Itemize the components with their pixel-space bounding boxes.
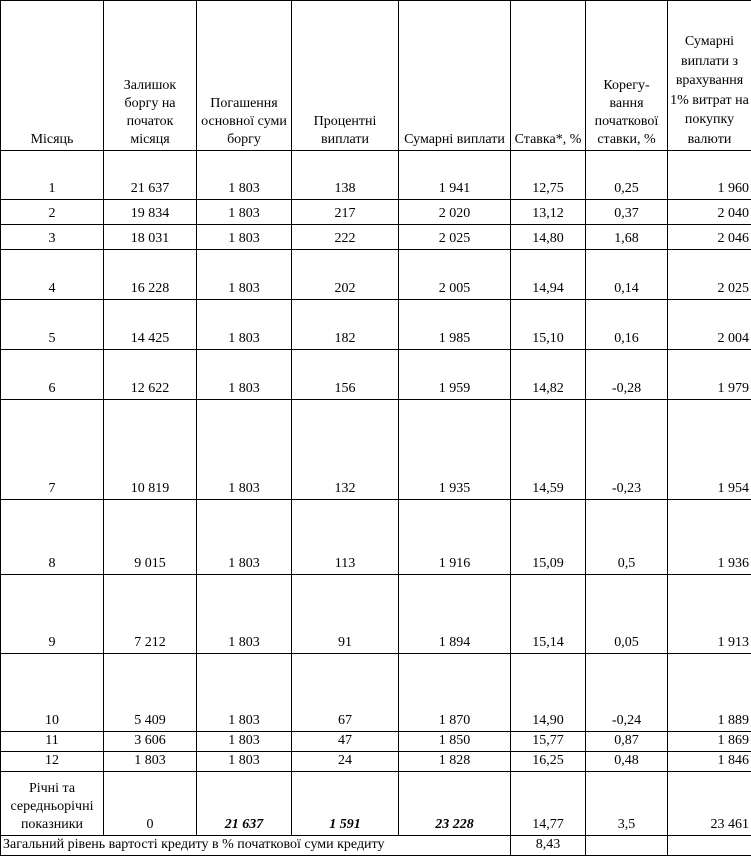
- total-cell: 2 020: [399, 200, 511, 225]
- total-cell: 1 959: [399, 350, 511, 400]
- month-cell: 6: [1, 350, 104, 400]
- rate-cell: 14,90: [511, 654, 586, 732]
- total-with-fx-cell: 1 960: [668, 151, 751, 200]
- table-row: [1, 752, 751, 772]
- total-cell: 1 941: [399, 151, 511, 200]
- total-cell: 1 935: [399, 400, 511, 500]
- total-cell: 1 894: [399, 575, 511, 654]
- interest-cell: 132: [292, 400, 399, 500]
- total-cell: 2 005: [399, 250, 511, 300]
- header-total-payments: Сумарні виплати: [399, 1, 511, 151]
- totals-label: Річні та середньорічні показники: [1, 772, 104, 836]
- debt-balance-cell: 16 228: [104, 250, 197, 300]
- table-row: [1, 151, 751, 200]
- debt-balance-cell: 12 622: [104, 350, 197, 400]
- rate-cell: 14,59: [511, 400, 586, 500]
- table-row: [1, 300, 751, 350]
- header-row: [1, 1, 751, 151]
- total-cell: 2 025: [399, 225, 511, 250]
- total-with-fx-cell: 1 913: [668, 575, 751, 654]
- table-row: [1, 250, 751, 300]
- adjustment-cell: -0,28: [586, 350, 668, 400]
- debt-balance-cell: 7 212: [104, 575, 197, 654]
- rate-cell: 15,10: [511, 300, 586, 350]
- debt-balance-cell: 14 425: [104, 300, 197, 350]
- totals-principal: 21 637: [197, 772, 292, 836]
- rate-cell: 15,09: [511, 500, 586, 575]
- month-cell: 7: [1, 400, 104, 500]
- principal-cell: 1 803: [197, 752, 292, 772]
- adjustment-cell: -0,23: [586, 400, 668, 500]
- header-total-with-fx-cost: Сумарні виплати з врахування 1% витрат на покупку валюти: [668, 1, 751, 151]
- total-cell: 1 850: [399, 732, 511, 752]
- month-cell: 10: [1, 654, 104, 732]
- total-cell: 1 985: [399, 300, 511, 350]
- totals-rate: 14,77: [511, 772, 586, 836]
- header-debt-balance: Залишок боргу на початок місяця: [104, 1, 197, 151]
- total-with-fx-cell: 2 004: [668, 300, 751, 350]
- adjustment-cell: 0,5: [586, 500, 668, 575]
- total-with-fx-cell: 1 979: [668, 350, 751, 400]
- table-row: [1, 225, 751, 250]
- totals-row: [1, 772, 751, 836]
- footer-empty-cell: [668, 836, 751, 856]
- adjustment-cell: 0,05: [586, 575, 668, 654]
- month-cell: 2: [1, 200, 104, 225]
- principal-cell: 1 803: [197, 500, 292, 575]
- debt-balance-cell: 3 606: [104, 732, 197, 752]
- totals-total-with-fx: 23 461: [668, 772, 751, 836]
- rate-cell: 14,82: [511, 350, 586, 400]
- table-row: [1, 732, 751, 752]
- principal-cell: 1 803: [197, 250, 292, 300]
- rate-cell: 12,75: [511, 151, 586, 200]
- principal-cell: 1 803: [197, 200, 292, 225]
- interest-cell: 138: [292, 151, 399, 200]
- table-row: [1, 575, 751, 654]
- total-with-fx-cell: 1 889: [668, 654, 751, 732]
- interest-cell: 202: [292, 250, 399, 300]
- debt-balance-cell: 1 803: [104, 752, 197, 772]
- rate-cell: 14,94: [511, 250, 586, 300]
- header-principal-repayment: Погашення основної суми боргу: [197, 1, 292, 151]
- principal-cell: 1 803: [197, 225, 292, 250]
- principal-cell: 1 803: [197, 732, 292, 752]
- rate-cell: 14,80: [511, 225, 586, 250]
- interest-cell: 67: [292, 654, 399, 732]
- total-with-fx-cell: 2 046: [668, 225, 751, 250]
- principal-cell: 1 803: [197, 300, 292, 350]
- totals-total-payments: 23 228: [399, 772, 511, 836]
- interest-cell: 113: [292, 500, 399, 575]
- month-cell: 4: [1, 250, 104, 300]
- footer-value: 8,43: [511, 836, 586, 856]
- table-row: [1, 350, 751, 400]
- month-cell: 12: [1, 752, 104, 772]
- adjustment-cell: 0,48: [586, 752, 668, 772]
- table-row: [1, 500, 751, 575]
- debt-balance-cell: 10 819: [104, 400, 197, 500]
- month-cell: 5: [1, 300, 104, 350]
- interest-cell: 47: [292, 732, 399, 752]
- header-rate: Ставка*, %: [511, 1, 586, 151]
- total-with-fx-cell: 1 936: [668, 500, 751, 575]
- month-cell: 1: [1, 151, 104, 200]
- footer-empty-cell: [586, 836, 668, 856]
- header-rate-adjustment: Корегу-вання початкової ставки, %: [586, 1, 668, 151]
- interest-cell: 217: [292, 200, 399, 225]
- interest-cell: 222: [292, 225, 399, 250]
- total-cell: 1 828: [399, 752, 511, 772]
- principal-cell: 1 803: [197, 654, 292, 732]
- rate-cell: 13,12: [511, 200, 586, 225]
- header-interest-payments: Процентні виплати: [292, 1, 399, 151]
- total-with-fx-cell: 1 954: [668, 400, 751, 500]
- total-cell: 1 870: [399, 654, 511, 732]
- adjustment-cell: 0,25: [586, 151, 668, 200]
- principal-cell: 1 803: [197, 400, 292, 500]
- principal-cell: 1 803: [197, 575, 292, 654]
- totals-adjustment: 3,5: [586, 772, 668, 836]
- month-cell: 3: [1, 225, 104, 250]
- interest-cell: 156: [292, 350, 399, 400]
- rate-cell: 16,25: [511, 752, 586, 772]
- debt-balance-cell: 19 834: [104, 200, 197, 225]
- principal-cell: 1 803: [197, 151, 292, 200]
- adjustment-cell: 0,87: [586, 732, 668, 752]
- table-row: [1, 654, 751, 732]
- table-row: [1, 400, 751, 500]
- total-with-fx-cell: 1 869: [668, 732, 751, 752]
- adjustment-cell: 0,16: [586, 300, 668, 350]
- adjustment-cell: 0,37: [586, 200, 668, 225]
- principal-cell: 1 803: [197, 350, 292, 400]
- footer-row: [1, 836, 751, 856]
- totals-debt-balance: 0: [104, 772, 197, 836]
- debt-balance-cell: 21 637: [104, 151, 197, 200]
- interest-cell: 91: [292, 575, 399, 654]
- rate-cell: 15,14: [511, 575, 586, 654]
- month-cell: 9: [1, 575, 104, 654]
- table-row: [1, 200, 751, 225]
- month-cell: 11: [1, 732, 104, 752]
- debt-balance-cell: 9 015: [104, 500, 197, 575]
- total-with-fx-cell: 2 025: [668, 250, 751, 300]
- debt-balance-cell: 5 409: [104, 654, 197, 732]
- footer-label: Загальний рівень вартості кредиту в % початкової суми кредиту: [1, 836, 511, 856]
- totals-interest: 1 591: [292, 772, 399, 836]
- total-with-fx-cell: 1 846: [668, 752, 751, 772]
- interest-cell: 182: [292, 300, 399, 350]
- rate-cell: 15,77: [511, 732, 586, 752]
- total-with-fx-cell: 2 040: [668, 200, 751, 225]
- adjustment-cell: 1,68: [586, 225, 668, 250]
- adjustment-cell: 0,14: [586, 250, 668, 300]
- debt-balance-cell: 18 031: [104, 225, 197, 250]
- adjustment-cell: -0,24: [586, 654, 668, 732]
- header-month: Місяць: [1, 1, 104, 151]
- total-cell: 1 916: [399, 500, 511, 575]
- month-cell: 8: [1, 500, 104, 575]
- interest-cell: 24: [292, 752, 399, 772]
